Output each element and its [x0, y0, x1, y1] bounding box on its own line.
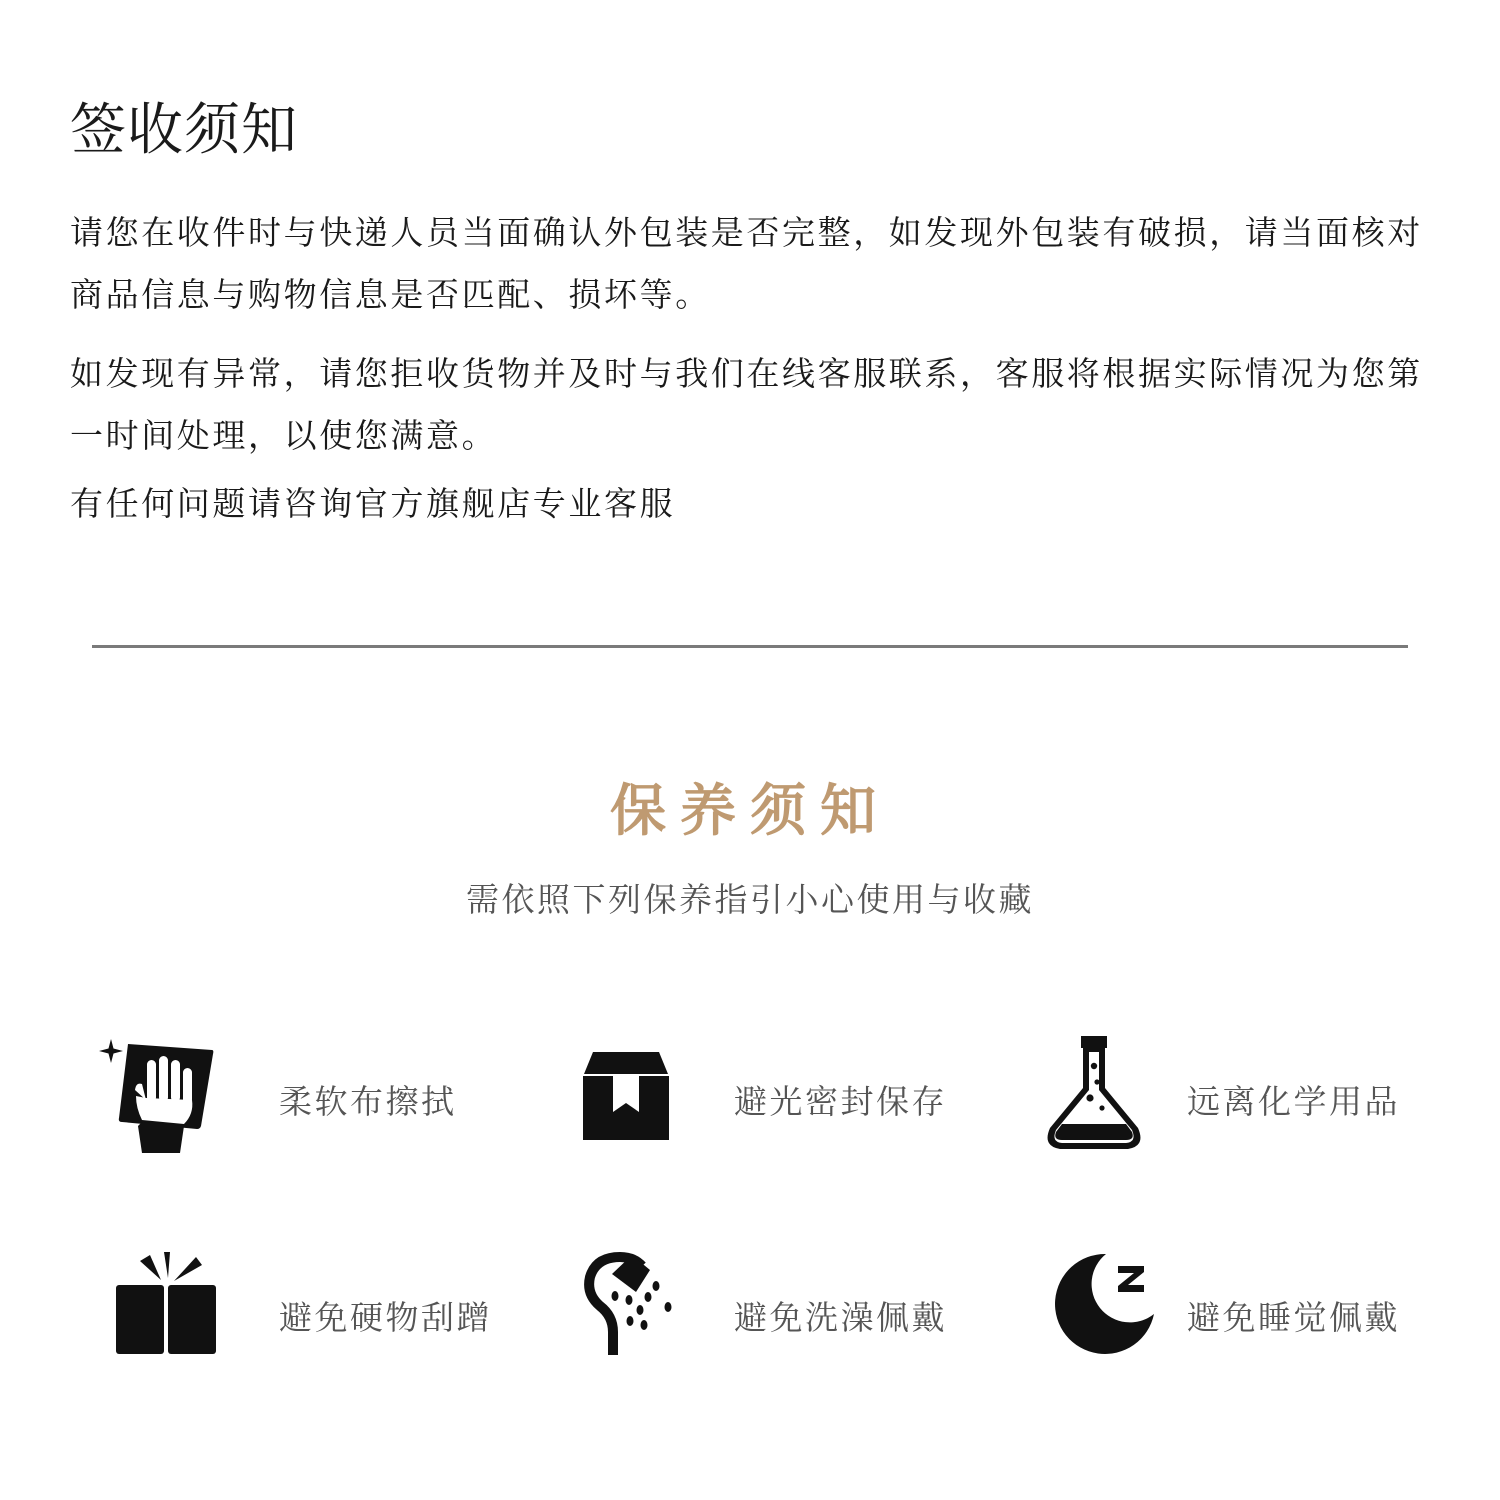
care-subtitle: 需依照下列保养指引小心使用与收藏 [466, 880, 1034, 919]
care-item-soft-cloth [98, 1036, 538, 1166]
gift-box-icon [108, 1252, 238, 1382]
receipt-paragraph-3: 有任何问题请咨询官方旗舰店专业客服 [70, 484, 676, 523]
moon-sleep-icon [1042, 1252, 1172, 1382]
care-item-sealed-storage [572, 1036, 1012, 1166]
sealed-box-icon [572, 1036, 702, 1166]
receipt-title: 签收须知 [70, 98, 298, 163]
care-label-soft-cloth: 柔软布擦拭 [279, 1082, 457, 1121]
receipt-body [70, 202, 1440, 535]
care-item-chemicals [1042, 1036, 1482, 1166]
care-title: 保养须知 [610, 779, 890, 844]
cloth-wipe-icon [98, 1036, 228, 1166]
care-label-shower: 避免洗澡佩戴 [734, 1298, 947, 1337]
receipt-paragraph-2: 如发现有异常，请您拒收货物并及时与我们在线客服联系，客服将根据实际情况为您第一时间处理，以使您满意。 [70, 354, 1423, 455]
care-item-scratches [108, 1252, 548, 1382]
receipt-paragraph-1: 请您在收件时与快递人员当面确认外包装是否完整，如发现外包装有破损，请当面核对商品信息与购物信息是否匹配、损坏等。 [70, 213, 1423, 314]
care-label-scratches: 避免硬物刮蹭 [279, 1298, 492, 1337]
care-item-shower [572, 1252, 1012, 1382]
care-label-sleep: 避免睡觉佩戴 [1187, 1298, 1400, 1337]
shower-icon [572, 1252, 702, 1382]
section-divider [92, 645, 1408, 648]
care-label-sealed-storage: 避光密封保存 [734, 1082, 947, 1121]
chemical-flask-icon [1042, 1036, 1172, 1166]
care-label-chemicals: 远离化学用品 [1187, 1082, 1400, 1121]
care-item-sleep [1042, 1252, 1482, 1382]
